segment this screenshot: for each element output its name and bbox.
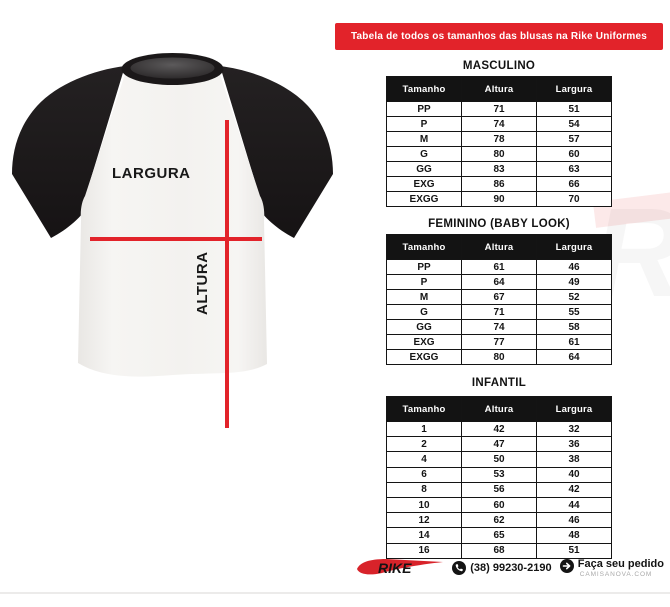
table-row bbox=[387, 305, 612, 320]
table-cell: 54 bbox=[537, 117, 612, 132]
table-cell: 66 bbox=[537, 177, 612, 192]
table-cell: P bbox=[387, 275, 462, 290]
column-header: Altura bbox=[462, 77, 537, 102]
table-cell: 51 bbox=[537, 543, 612, 558]
rike-logo-swoosh-icon bbox=[356, 557, 444, 579]
table-cell: 8 bbox=[387, 482, 462, 497]
table-cell: P bbox=[387, 117, 462, 132]
table-cell: 46 bbox=[537, 513, 612, 528]
table-row bbox=[387, 192, 612, 207]
table-cell: 40 bbox=[537, 467, 612, 482]
website-link[interactable]: CAMISANOVA.COM bbox=[579, 571, 653, 578]
table-cell: 10 bbox=[387, 497, 462, 512]
table-cell: 90 bbox=[462, 192, 537, 207]
table-cell: 50 bbox=[462, 452, 537, 467]
column-header: Altura bbox=[462, 397, 537, 422]
table-row bbox=[387, 467, 612, 482]
table-cell: 83 bbox=[462, 162, 537, 177]
order-cta-label: Faça seu pedido bbox=[577, 558, 664, 570]
table-cell: 63 bbox=[537, 162, 612, 177]
table-header-row bbox=[387, 77, 612, 102]
table-cell: 42 bbox=[462, 422, 537, 437]
table-header-row bbox=[387, 397, 612, 422]
bottom-divider bbox=[0, 592, 670, 594]
tshirt-image bbox=[5, 50, 340, 390]
table-cell: GG bbox=[387, 162, 462, 177]
column-header: Largura bbox=[537, 397, 612, 422]
table-cell: G bbox=[387, 305, 462, 320]
table-row bbox=[387, 117, 612, 132]
table-cell: 60 bbox=[537, 147, 612, 162]
table-row bbox=[387, 335, 612, 350]
table-cell: 44 bbox=[537, 497, 612, 512]
table-row bbox=[387, 482, 612, 497]
table-row bbox=[387, 102, 612, 117]
table-title-feminino: FEMININO (BABY LOOK) bbox=[428, 218, 570, 230]
table-cell: 49 bbox=[537, 275, 612, 290]
order-cta[interactable] bbox=[560, 558, 664, 578]
phone-link[interactable] bbox=[452, 561, 551, 575]
column-header: Tamanho bbox=[387, 235, 462, 260]
width-measure-line bbox=[90, 237, 262, 241]
table-row bbox=[387, 132, 612, 147]
table-row bbox=[387, 452, 612, 467]
column-header: Tamanho bbox=[387, 397, 462, 422]
tshirt-illustration bbox=[5, 50, 340, 390]
width-label: LARGURA bbox=[112, 165, 191, 182]
title-banner bbox=[335, 23, 663, 50]
table-header-row bbox=[387, 235, 612, 260]
table-cell: 70 bbox=[537, 192, 612, 207]
table-cell: 78 bbox=[462, 132, 537, 147]
table-row bbox=[387, 147, 612, 162]
table-row bbox=[387, 528, 612, 543]
table-cell: EXGG bbox=[387, 192, 462, 207]
table-cell: 38 bbox=[537, 452, 612, 467]
table-row bbox=[387, 437, 612, 452]
table-cell: 86 bbox=[462, 177, 537, 192]
rike-logo bbox=[356, 557, 444, 579]
table-cell: 71 bbox=[462, 102, 537, 117]
size-table-feminino bbox=[386, 234, 612, 365]
table-cell: 48 bbox=[537, 528, 612, 543]
table-row bbox=[387, 275, 612, 290]
table-cell: 51 bbox=[537, 102, 612, 117]
table-cell: 64 bbox=[462, 275, 537, 290]
table-cell: 74 bbox=[462, 320, 537, 335]
column-header: Largura bbox=[537, 77, 612, 102]
table-row bbox=[387, 162, 612, 177]
table-cell: 61 bbox=[462, 260, 537, 275]
table-row bbox=[387, 290, 612, 305]
table-cell: 12 bbox=[387, 513, 462, 528]
table-cell: EXG bbox=[387, 335, 462, 350]
table-cell: 67 bbox=[462, 290, 537, 305]
table-cell: 36 bbox=[537, 437, 612, 452]
table-cell: 32 bbox=[537, 422, 612, 437]
table-cell: 55 bbox=[537, 305, 612, 320]
table-cell: M bbox=[387, 290, 462, 305]
table-cell: 53 bbox=[462, 467, 537, 482]
table-cell: 57 bbox=[537, 132, 612, 147]
table-cell: 56 bbox=[462, 482, 537, 497]
table-cell: G bbox=[387, 147, 462, 162]
table-cell: 62 bbox=[462, 513, 537, 528]
table-cell: 60 bbox=[462, 497, 537, 512]
table-title-masculino: MASCULINO bbox=[462, 60, 536, 72]
table-cell: M bbox=[387, 132, 462, 147]
table-row bbox=[387, 320, 612, 335]
table-cell: 80 bbox=[462, 147, 537, 162]
table-cell: 52 bbox=[537, 290, 612, 305]
table-cell: PP bbox=[387, 102, 462, 117]
table-row bbox=[387, 177, 612, 192]
footer bbox=[356, 553, 664, 583]
table-cell: 2 bbox=[387, 437, 462, 452]
phone-icon bbox=[452, 561, 466, 575]
table-cell: 46 bbox=[537, 260, 612, 275]
table-row bbox=[387, 422, 612, 437]
column-header: Altura bbox=[462, 235, 537, 260]
table-cell: 71 bbox=[462, 305, 537, 320]
table-row bbox=[387, 260, 612, 275]
table-cell: 14 bbox=[387, 528, 462, 543]
phone-number: (38) 99230-2190 bbox=[470, 562, 552, 574]
banner-text: Tabela de todos os tamanhos das blusas na Rike Uniformes bbox=[350, 31, 648, 42]
table-cell: 68 bbox=[462, 543, 537, 558]
table-cell: 4 bbox=[387, 452, 462, 467]
table-row bbox=[387, 513, 612, 528]
table-cell: EXGG bbox=[387, 350, 462, 365]
table-cell: 74 bbox=[462, 117, 537, 132]
table-cell: 80 bbox=[462, 350, 537, 365]
table-cell: 64 bbox=[537, 350, 612, 365]
order-arrow-icon bbox=[560, 559, 574, 573]
table-cell: GG bbox=[387, 320, 462, 335]
height-label: ALTURA bbox=[194, 251, 211, 315]
table-cell: 42 bbox=[537, 482, 612, 497]
table-row bbox=[387, 497, 612, 512]
table-cell: PP bbox=[387, 260, 462, 275]
svg-text:RIKE: RIKE bbox=[378, 560, 412, 576]
column-header: Largura bbox=[537, 235, 612, 260]
table-cell: 16 bbox=[387, 543, 462, 558]
column-header: Tamanho bbox=[387, 77, 462, 102]
table-cell: EXG bbox=[387, 177, 462, 192]
table-title-infantil: INFANTIL bbox=[471, 377, 527, 389]
table-row bbox=[387, 350, 612, 365]
size-table-infantil bbox=[386, 396, 612, 559]
table-cell: 61 bbox=[537, 335, 612, 350]
size-table-masculino bbox=[386, 76, 612, 207]
table-cell: 58 bbox=[537, 320, 612, 335]
table-cell: 1 bbox=[387, 422, 462, 437]
height-measure-line bbox=[225, 120, 229, 428]
table-cell: 6 bbox=[387, 467, 462, 482]
table-cell: 65 bbox=[462, 528, 537, 543]
table-cell: 47 bbox=[462, 437, 537, 452]
table-cell: 77 bbox=[462, 335, 537, 350]
size-chart-panel bbox=[335, 23, 663, 559]
